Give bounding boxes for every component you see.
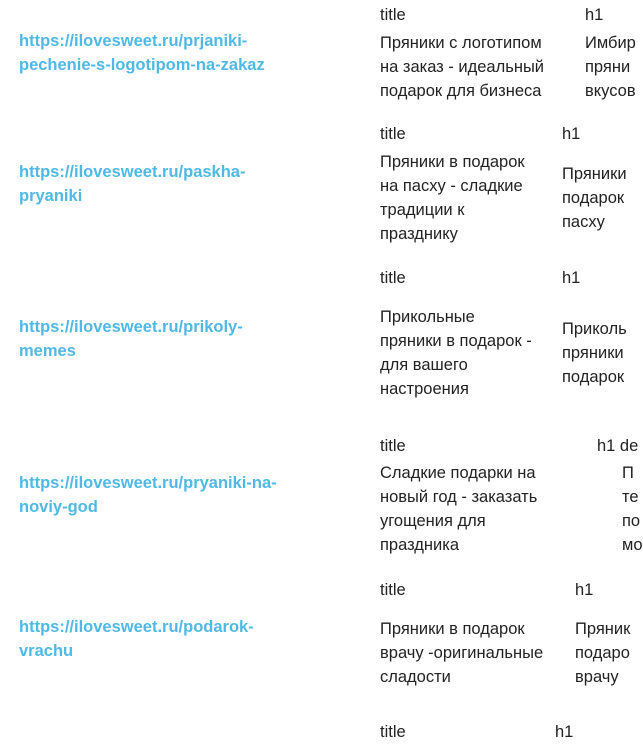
title-header: title	[380, 581, 406, 599]
h1-text: Приколь пряники подарок	[562, 320, 627, 386]
h1-header: h1	[575, 581, 594, 599]
title-header: title	[380, 723, 406, 741]
title-header: title	[380, 125, 406, 143]
page-url-link[interactable]: https://ilovesweet.ru/podarok- vrachu	[19, 618, 254, 660]
h1-cell	[585, 31, 636, 106]
h1-text: Пряники подарок пасху	[562, 165, 627, 231]
h1-text: Пряник подаро врачу	[575, 620, 631, 686]
title-text: Пряники в подарок на пасху - сладкие традиции к празднику	[380, 153, 525, 243]
title-header: title	[380, 6, 406, 24]
h1-header: h1	[562, 125, 581, 143]
h1-text: Имбир пряни вкусов	[585, 34, 636, 100]
title-text: Пряники с логотипом на заказ - идеальный подарок для бизнеса	[380, 34, 545, 100]
title-header: title	[380, 269, 406, 287]
title-text: Прикольные пряники в подарок - для вашего настроения	[380, 308, 532, 398]
page-url-link[interactable]: https://ilovesweet.ru/prjaniki- pechenie-s-logotipom-na-zakaz	[19, 32, 265, 74]
h1-cell	[622, 461, 643, 561]
title-header: title	[380, 437, 406, 455]
h1-text: П те по мо	[622, 464, 643, 554]
table-row	[0, 260, 636, 430]
table-row	[0, 430, 643, 575]
h1-header: h1	[562, 269, 581, 287]
page-url-link[interactable]: https://ilovesweet.ru/prikoly- memes	[19, 318, 243, 360]
h1-cell	[562, 317, 636, 392]
table-row	[0, 575, 636, 715]
title-text: Пряники в подарок врачу -оригинальные сладости	[380, 620, 544, 686]
page-url-link[interactable]: https://ilovesweet.ru/paskha- pryaniki	[19, 163, 246, 205]
page-url-link[interactable]: https://ilovesweet.ru/pryaniki-na- noviy-god	[19, 474, 277, 516]
h1-header: h1	[585, 6, 604, 24]
h1-header: h1	[555, 723, 574, 741]
h1-cell	[562, 162, 636, 237]
table-row	[0, 110, 636, 260]
table-row	[0, 0, 636, 110]
h1-header: h1 de	[597, 437, 639, 455]
title-text: Сладкие подарки на новый год - заказать угощения для праздника	[380, 464, 538, 554]
h1-cell	[575, 617, 636, 692]
table-row	[0, 715, 636, 745]
